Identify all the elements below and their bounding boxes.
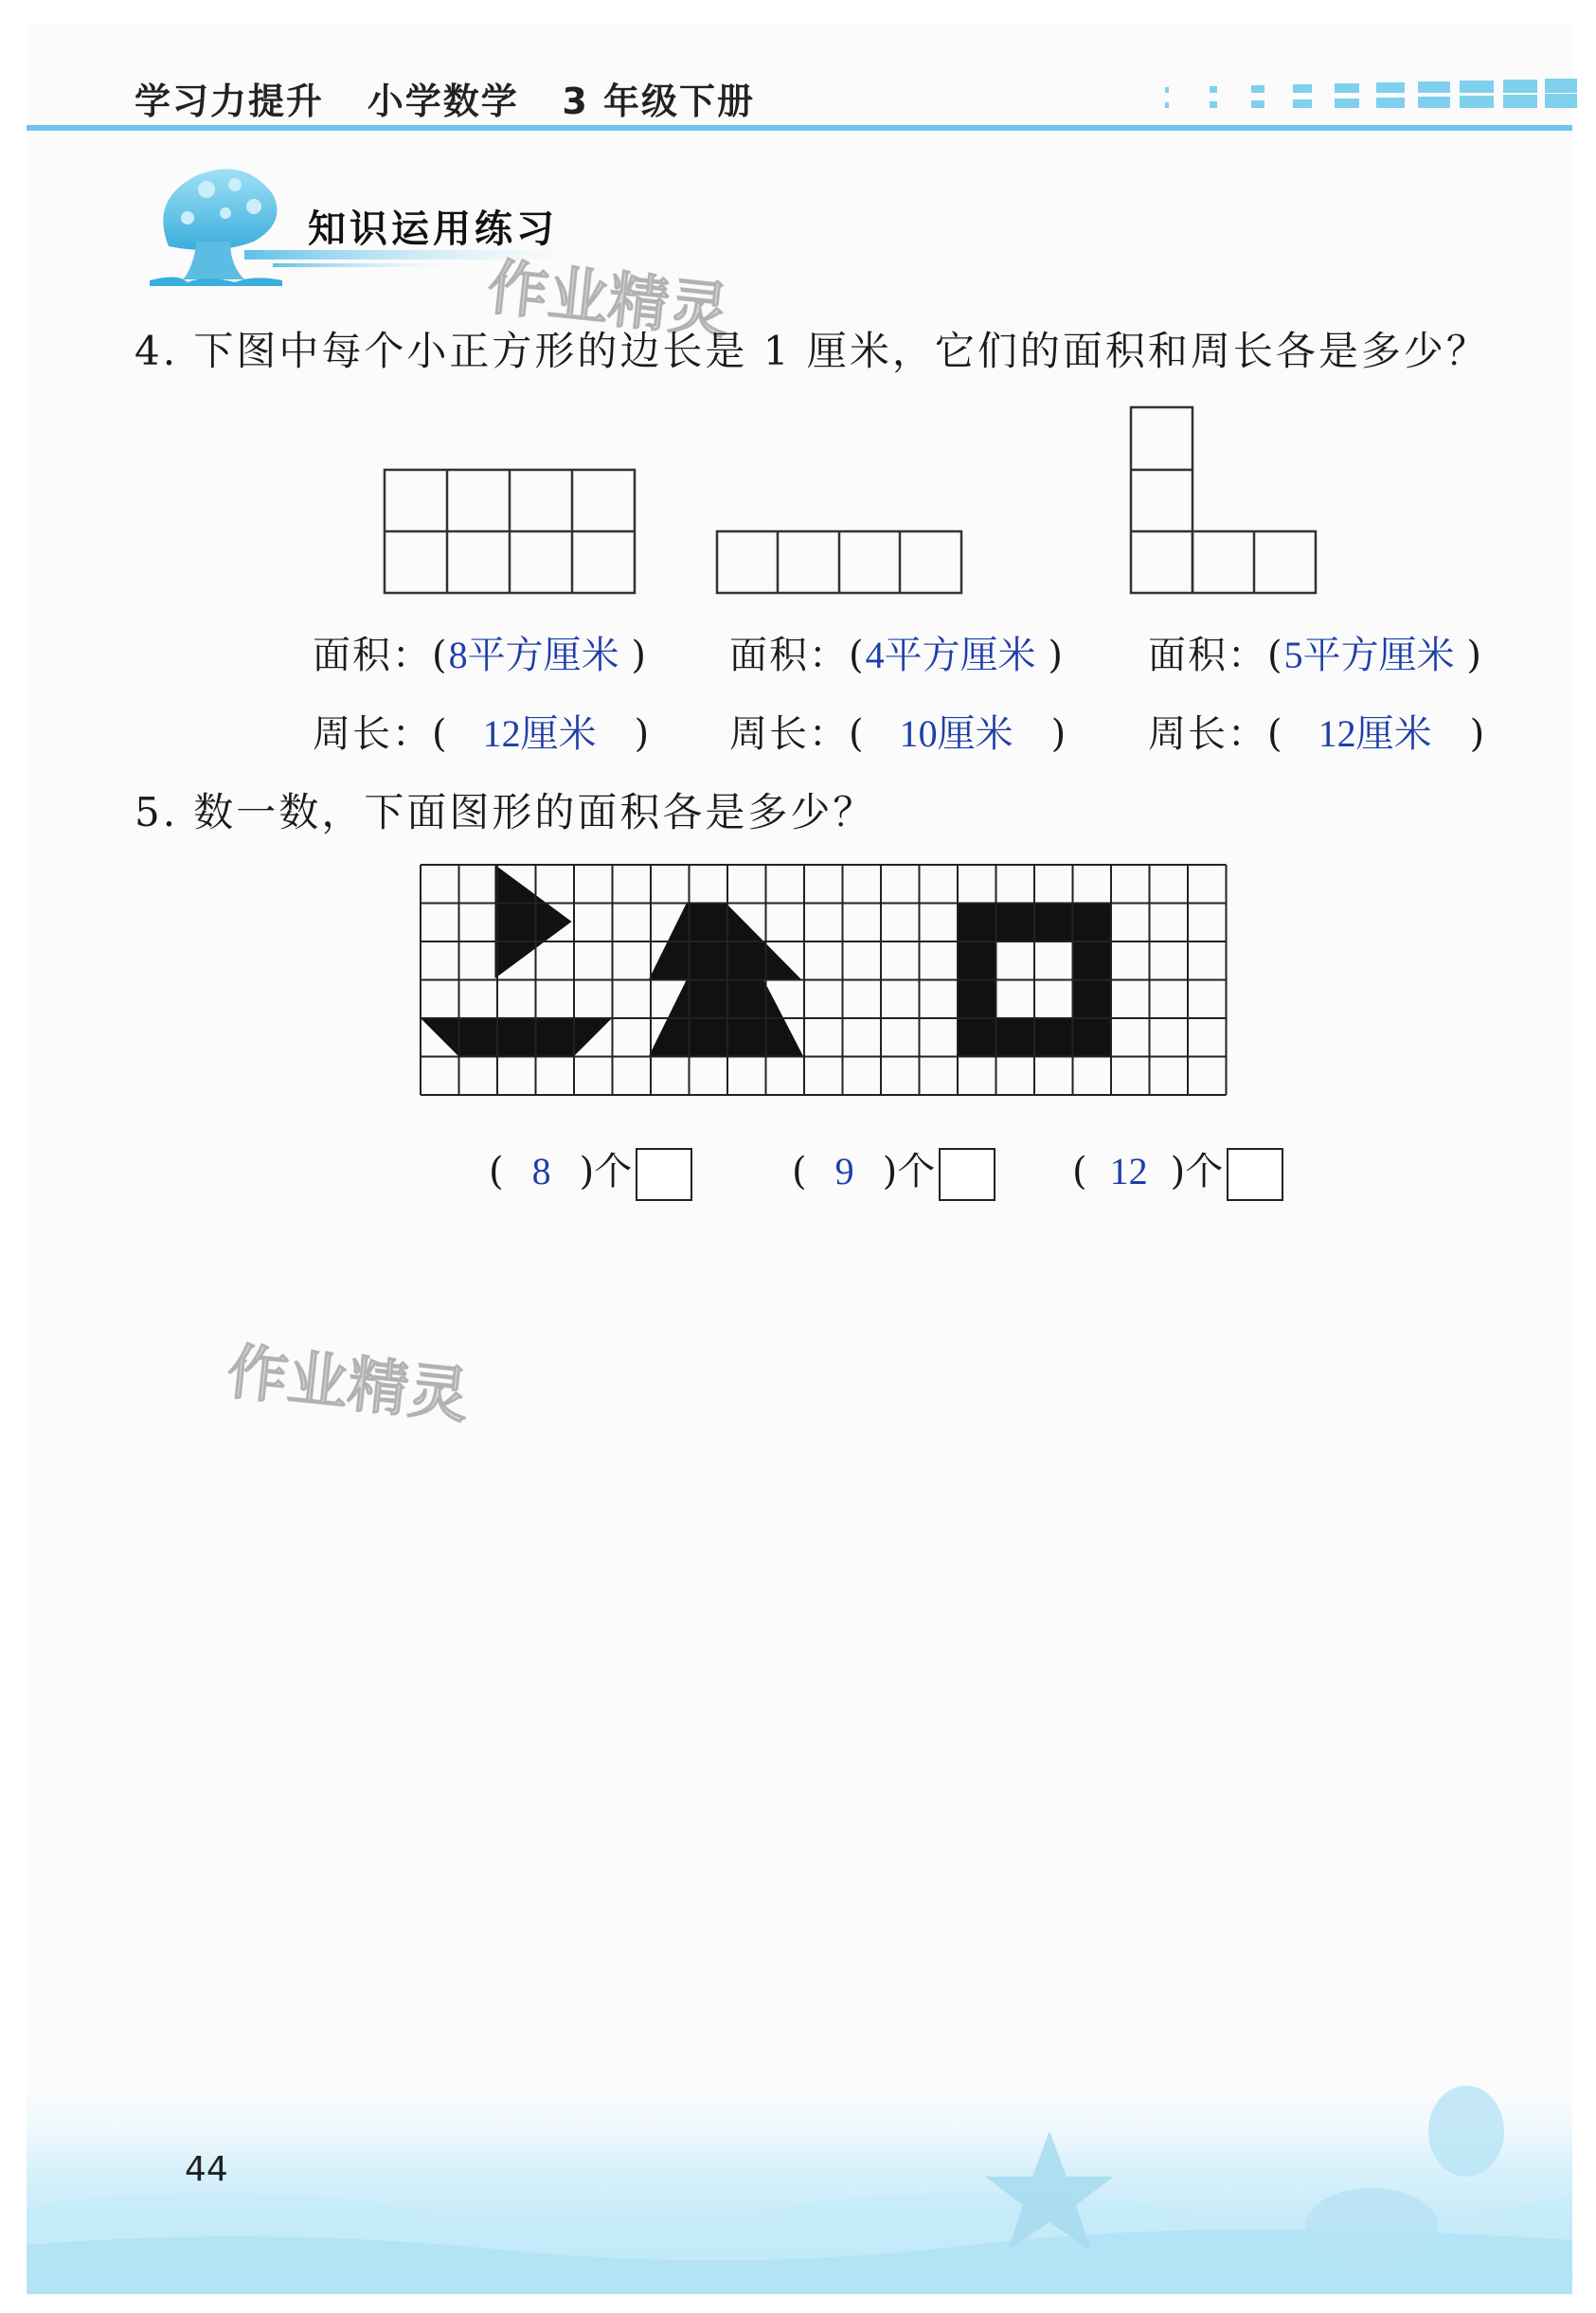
answer-value: 12厘米 bbox=[1318, 712, 1432, 755]
q5-sailboat-sail bbox=[495, 865, 572, 978]
q5-answer-2: ( 9 )个 bbox=[792, 1141, 995, 1201]
watermark: 作业精灵 bbox=[224, 1336, 473, 1433]
mushroom-icon bbox=[150, 169, 282, 286]
header-title: 学习力提升 小学数学 3 年级下册 bbox=[134, 81, 756, 122]
footer-sea-decoration bbox=[27, 2065, 1572, 2294]
unit-square-icon bbox=[636, 1148, 692, 1201]
answer-value: 12厘米 bbox=[482, 712, 597, 755]
q4-perimeter-answer-2: 周长：( 10厘米 ) bbox=[729, 712, 1067, 756]
q4-figure-rectangle-4x1 bbox=[717, 531, 961, 593]
question-4-prompt: 4. 下图中每个小正方形的边长是 1 厘米，它们的面积和周长各是多少？ bbox=[134, 328, 1489, 374]
unit-square-icon bbox=[1227, 1148, 1283, 1201]
q4-figure-l-shape bbox=[1131, 407, 1316, 593]
header-dash-decoration bbox=[1160, 78, 1577, 116]
answer-value: 12 bbox=[1109, 1150, 1148, 1192]
watermark: 作业精灵 bbox=[484, 252, 733, 349]
q5-grid-figures bbox=[417, 862, 1241, 1108]
q5-sailboat-hull bbox=[421, 1018, 612, 1056]
answer-value: 10厘米 bbox=[899, 712, 1013, 755]
unit-square-icon bbox=[939, 1148, 995, 1201]
answer-value: 9 bbox=[834, 1150, 854, 1192]
q4-area-answer-1: 面积：(8平方厘米 ) bbox=[313, 634, 646, 677]
page-number: 44 bbox=[185, 2150, 228, 2189]
answer-value: 5平方厘米 bbox=[1283, 634, 1455, 676]
answer-value: 8 bbox=[531, 1150, 551, 1192]
q4-figures bbox=[379, 398, 1326, 606]
answer-value: 8平方厘米 bbox=[448, 634, 619, 676]
q5-answer-1: ( 8 )个 bbox=[489, 1141, 692, 1201]
q4-perimeter-answer-3: 周长：( 12厘米 ) bbox=[1148, 712, 1485, 756]
q5-answer-3: ( 12 )个 bbox=[1072, 1141, 1283, 1201]
question-5-prompt: 5. 数一数，下面图形的面积各是多少？ bbox=[134, 789, 876, 835]
section-title: 知识运用练习 bbox=[308, 207, 558, 251]
q4-figure-rectangle-4x2 bbox=[385, 470, 635, 593]
q4-perimeter-answer-1: 周长：( 12厘米 ) bbox=[313, 712, 650, 756]
answer-value: 4平方厘米 bbox=[865, 634, 1036, 676]
q4-area-answer-2: 面积：(4平方厘米 ) bbox=[729, 634, 1063, 677]
header-rule bbox=[27, 125, 1572, 131]
q4-area-answer-3: 面积：(5平方厘米 ) bbox=[1148, 634, 1481, 677]
